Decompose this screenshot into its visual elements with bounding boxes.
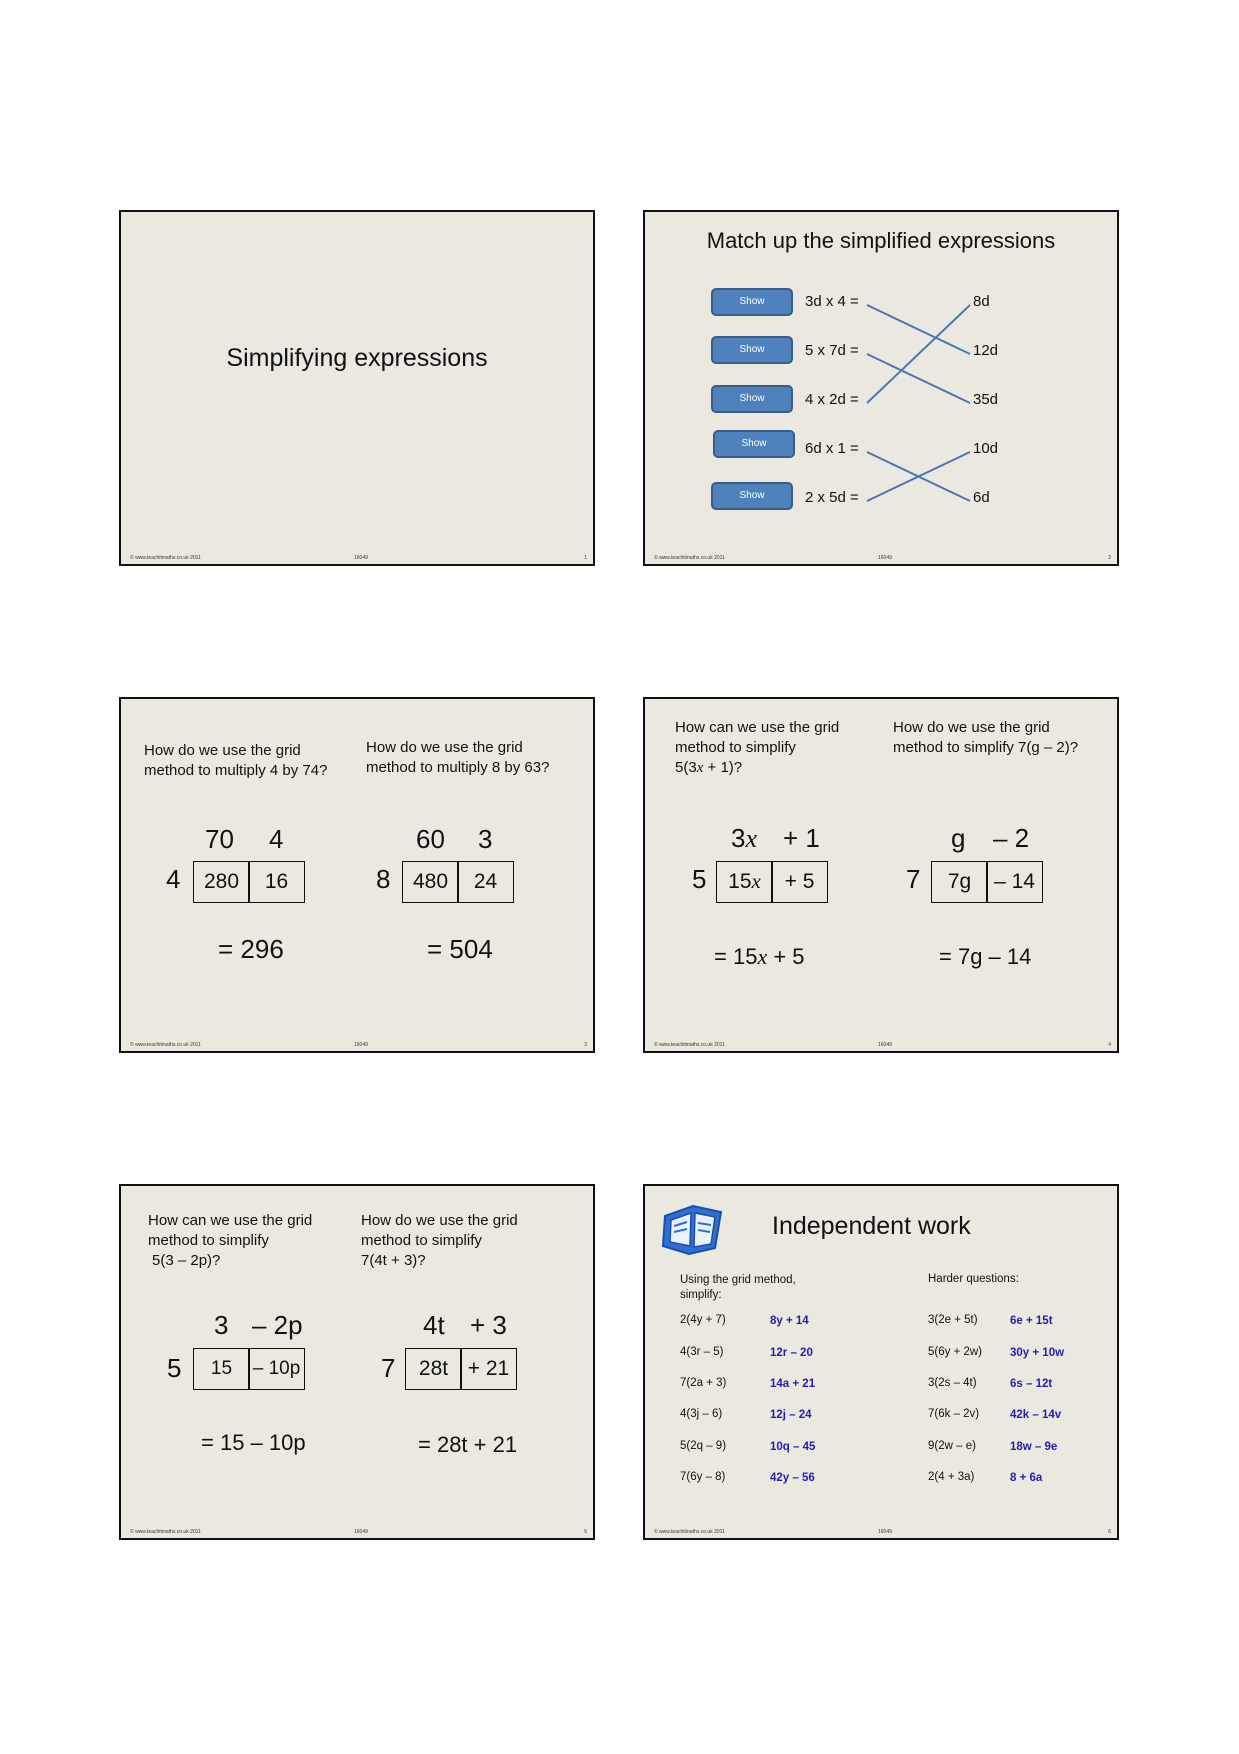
show-button-5[interactable]: Show xyxy=(711,482,793,510)
footer-copyright: © www.teachitmaths.co.uk 2011 xyxy=(654,1529,725,1535)
match-line-2 xyxy=(867,354,970,403)
slide-5 xyxy=(119,1184,595,1540)
left-expression-4: 6d x 1 = xyxy=(805,440,859,457)
grid-2-cell-1: 480 xyxy=(402,861,459,903)
page-number: 1 xyxy=(584,555,587,561)
question-1-expression: 5(3x + 1)? xyxy=(675,759,743,776)
grid-2-cell-1: 28t xyxy=(405,1348,462,1390)
grid-1-result: = 15 – 10p xyxy=(201,1430,306,1455)
match-line-3 xyxy=(867,305,970,403)
grid-1-row-label: 5 xyxy=(167,1353,182,1383)
question-2 xyxy=(361,1211,561,1271)
right-expression-1: 8d xyxy=(973,293,990,310)
question-2: 4(3r – 5) xyxy=(680,1346,724,1358)
left-heading: Using the grid method, simplify: xyxy=(680,1274,796,1301)
answer-6: 42y – 56 xyxy=(770,1472,815,1484)
grid-2-row-label: 7 xyxy=(906,864,921,894)
answer-1: 8y + 14 xyxy=(770,1315,809,1327)
show-button-2[interactable]: Show xyxy=(711,336,793,364)
grid-1-header-2: 4 xyxy=(269,824,284,854)
question-1-text: How can we use the grid method to simplify xyxy=(148,1212,313,1249)
grid-1-header-2: – 2p xyxy=(252,1310,303,1340)
book-icon xyxy=(659,1200,729,1258)
grid-2-header-2: 3 xyxy=(478,824,493,854)
footer-code: 16049 xyxy=(878,555,892,561)
question-3: 7(2a + 3) xyxy=(680,1377,727,1389)
grid-2-cell-2: – 14 xyxy=(986,861,1043,903)
harder-question-3: 3(2s – 4t) xyxy=(928,1377,977,1389)
harder-answer-2: 30y + 10w xyxy=(1010,1347,1065,1359)
question-1 xyxy=(148,1211,348,1271)
grid-2-result: = 7g – 14 xyxy=(939,944,1032,969)
footer-copyright: © www.teachitmaths.co.uk 2011 xyxy=(130,555,201,561)
grid-2-cell-2: + 21 xyxy=(460,1348,517,1390)
answer-3: 14a + 21 xyxy=(770,1378,816,1390)
footer-code: 16049 xyxy=(878,1529,892,1535)
left-expression-1: 3d x 4 = xyxy=(805,293,859,310)
grid-2-row-label: 7 xyxy=(381,1353,396,1383)
footer-copyright: © www.teachitmaths.co.uk 2011 xyxy=(654,1042,725,1048)
page-number: 5 xyxy=(584,1529,587,1535)
slide-4 xyxy=(643,697,1119,1053)
harder-answer-5: 18w – 9e xyxy=(1010,1441,1058,1453)
harder-question-6: 2(4 + 3a) xyxy=(928,1471,975,1483)
grid-1-result: = 15x + 5 xyxy=(714,944,805,969)
slide-6 xyxy=(643,1184,1119,1540)
question-2: How do we use the grid method to simplify 7(g – 2)? xyxy=(893,719,1079,756)
question-1 xyxy=(675,718,875,778)
footer-copyright: © www.teachitmaths.co.uk 2011 xyxy=(130,1042,201,1048)
grid-2-header-2: + 3 xyxy=(470,1310,507,1340)
footer-code: 16049 xyxy=(354,1042,368,1048)
slide-2 xyxy=(643,210,1119,566)
harder-question-5: 9(2w – e) xyxy=(928,1440,976,1452)
grid-1-row-label: 5 xyxy=(692,864,707,894)
grid-2-header-1: g xyxy=(951,823,966,853)
harder-question-4: 7(6k – 2v) xyxy=(928,1408,980,1420)
question-6: 7(6y – 8) xyxy=(680,1471,726,1483)
grid-1-cell-1: 15 xyxy=(193,1348,250,1390)
right-expression-2: 12d xyxy=(973,342,999,359)
slide-title: Independent work xyxy=(772,1212,971,1240)
right-expression-5: 6d xyxy=(973,489,990,506)
grid-1-header-2: + 1 xyxy=(783,823,820,853)
page-number: 4 xyxy=(1108,1042,1111,1048)
grid-2-header-1: 4t xyxy=(423,1310,445,1340)
grid-2-result: = 28t + 21 xyxy=(418,1432,518,1457)
footer-code: 16049 xyxy=(878,1042,892,1048)
question-1: How do we use the grid method to multiply 4 by 74? xyxy=(144,742,328,779)
grid-1-cell-1: 15x xyxy=(716,861,773,903)
grid-1-row-label: 4 xyxy=(166,864,181,894)
footer-copyright: © www.teachitmaths.co.uk 2011 xyxy=(654,555,725,561)
harder-answer-6: 8 + 6a xyxy=(1010,1472,1043,1484)
question-1: 2(4y + 7) xyxy=(680,1314,726,1326)
left-expression-3: 4 x 2d = xyxy=(805,391,859,408)
question-1-text: How can we use the grid method to simplify xyxy=(675,719,840,756)
left-expression-2: 5 x 7d = xyxy=(805,342,859,359)
match-line-1 xyxy=(867,305,970,354)
slide-title: Match up the simplified expressions xyxy=(706,228,1056,253)
left-expression-5: 2 x 5d = xyxy=(805,489,859,506)
page-number: 2 xyxy=(1108,555,1111,561)
grid-2-header-2: – 2 xyxy=(993,823,1030,853)
footer-code: 16049 xyxy=(354,1529,368,1535)
footer-copyright: © www.teachitmaths.co.uk 2011 xyxy=(130,1529,201,1535)
grid-1-cell-1: 280 xyxy=(193,861,250,903)
harder-answer-4: 42k – 14v xyxy=(1010,1409,1062,1421)
right-expression-4: 10d xyxy=(973,440,999,457)
footer-code: 16049 xyxy=(354,555,368,561)
grid-2-cell-1: 7g xyxy=(931,861,988,903)
show-button-3[interactable]: Show xyxy=(711,385,793,413)
harder-answer-3: 6s – 12t xyxy=(1010,1378,1053,1390)
question-5: 5(2q – 9) xyxy=(680,1440,727,1452)
question-2: How do we use the grid method to multiply 8 by 63? xyxy=(366,739,550,776)
grid-1-header-1: 3 xyxy=(214,1310,229,1340)
slide-title: Simplifying expressions xyxy=(226,344,488,372)
grid-2-row-label: 8 xyxy=(376,864,391,894)
harder-question-1: 3(2e + 5t) xyxy=(928,1314,978,1326)
answer-2: 12r – 20 xyxy=(770,1347,813,1359)
right-heading: Harder questions: xyxy=(928,1273,1019,1285)
grid-2-result: = 504 xyxy=(427,934,493,964)
show-button-1[interactable]: Show xyxy=(711,288,793,316)
question-2-text: How do we use the grid method to simplify xyxy=(361,1212,518,1249)
grid-1-cell-2: 16 xyxy=(248,861,305,903)
grid-1-header-1: 70 xyxy=(205,824,234,854)
answer-4: 12j – 24 xyxy=(770,1409,812,1421)
page-number: 6 xyxy=(1108,1529,1111,1535)
slide-3 xyxy=(119,697,595,1053)
question-4: 4(3j – 6) xyxy=(680,1408,723,1420)
grid-2-cell-2: 24 xyxy=(457,861,514,903)
harder-question-2: 5(6y + 2w) xyxy=(928,1346,983,1358)
page-number: 3 xyxy=(584,1042,587,1048)
right-expression-3: 35d xyxy=(973,391,999,408)
grid-1-header-1: 3x xyxy=(731,823,758,853)
matching-lines xyxy=(645,212,1117,564)
slide-1 xyxy=(119,210,595,566)
grid-1-cell-2: + 5 xyxy=(771,861,828,903)
grid-1-result: = 296 xyxy=(218,934,284,964)
answer-5: 10q – 45 xyxy=(770,1441,816,1453)
grid-1-cell-2: – 10p xyxy=(248,1348,305,1390)
question-1-expression: 5(3 – 2p)? xyxy=(152,1252,221,1269)
harder-answer-1: 6e + 15t xyxy=(1010,1315,1053,1327)
question-2-expression: 7(4t + 3)? xyxy=(361,1252,426,1269)
grid-2-header-1: 60 xyxy=(416,824,445,854)
show-button-4[interactable]: Show xyxy=(713,430,795,458)
